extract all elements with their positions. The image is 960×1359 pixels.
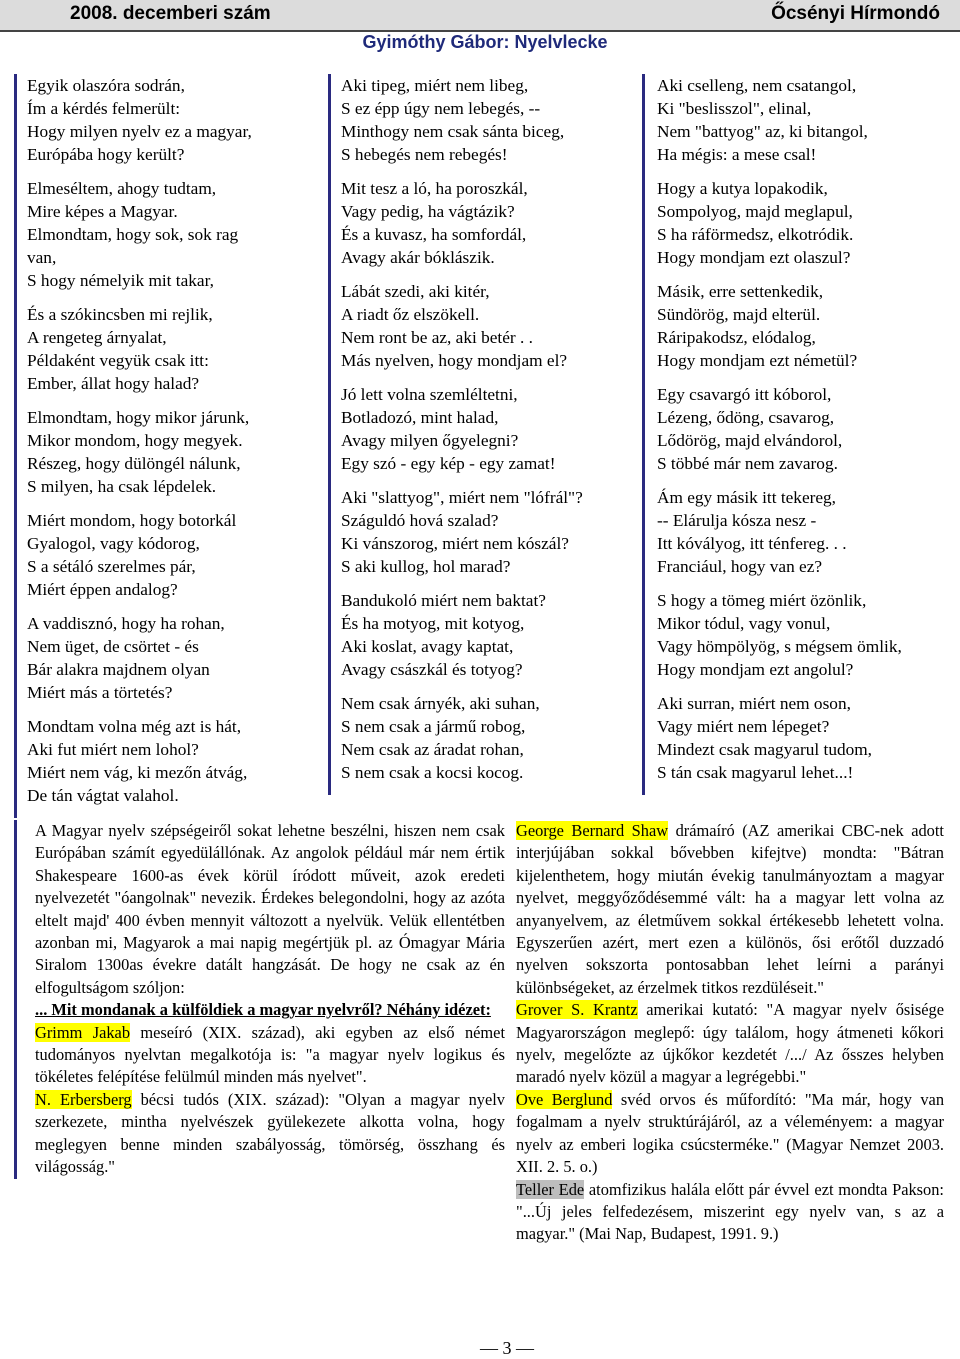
poem-line: Gyalogol, vagy kódorog, (27, 534, 200, 553)
quote-author: Teller Ede (516, 1179, 585, 1199)
stanza (657, 74, 960, 166)
quote-teller (516, 1179, 944, 1246)
poem-line: Lődörög, majd elvándorol, (657, 431, 843, 450)
poem-line: S aki kullog, hol marad? (341, 557, 511, 576)
poem-line: Aki cselleng, nem csatangol, (657, 76, 857, 95)
poem-line: Elmondtam, hogy mikor járunk, (27, 408, 250, 427)
stanza (341, 383, 643, 475)
page-header (0, 0, 960, 32)
poem-line: Miért mondom, hogy botorkál (27, 511, 237, 530)
poem-line: Nem csak az áradat rohan, (341, 740, 524, 759)
poem-line: Nem ront be az, aki betér . . (341, 328, 533, 347)
poem-line: Ki "beslisszol", elinal, (657, 99, 812, 118)
poem-line: Sompolyog, majd meglapul, (657, 202, 853, 221)
stanza (27, 303, 327, 395)
poem-line: Részeg, hogy dülöngél nálunk, (27, 454, 241, 473)
poem-line: Aki koslat, avagy kaptat, (341, 637, 514, 656)
poem-line: S ha ráförmedsz, elkotródik. (657, 225, 854, 244)
poem-line: Elmeséltem, ahogy tudtam, (27, 179, 217, 198)
stanza (657, 589, 960, 681)
poem-line: Elmondtam, hogy sok, sok rag (27, 225, 239, 244)
poem-line: Franciául, hogy van ez? (657, 557, 823, 576)
poem-line: Mikor tódul, vagy vonul, (657, 614, 831, 633)
poem-line: Miért éppen andalog? (27, 580, 178, 599)
poem-line: És ha motyog, mit kotyog, (341, 614, 525, 633)
poem-line: Mindezt csak magyarul tudom, (657, 740, 873, 759)
quote-author: N. Erbersberg (35, 1089, 132, 1109)
quote-erbersberg (35, 1089, 505, 1179)
poem-line: De tán vágtat valahol. (27, 786, 179, 805)
newspaper-title: Őcsényi Hírmondó (771, 3, 940, 24)
poem-line: S nem csak a kocsi kocog. (341, 763, 524, 782)
stanza (657, 280, 960, 372)
stanza (341, 692, 643, 784)
quotes-heading: ... Mit mondanak a külföldiek a magyar nyelvről? Néhány idézet: (35, 1000, 491, 1020)
poem-line: S hogy a tömeg miért özönlik, (657, 591, 867, 610)
poem-line: S tán csak magyarul lehet...! (657, 763, 854, 782)
stanza (27, 715, 327, 807)
poem-line: S milyen, ha csak lépdelek. (27, 477, 217, 496)
quote-text: meseíró (XIX. század), aki egyben az első német tudományos nyelvtan megalkotója is: "a magyar nyelv logikus és tökéletes felépítése felülmúl minden más nyelvet". (35, 1022, 505, 1087)
poem-line: Bár alakra majdnem olyan (27, 660, 210, 679)
poem-line: Vagy hömpölyög, s mégsem ömlik, (657, 637, 902, 656)
poem-column-2 (328, 74, 643, 795)
poem-line: Nem üget, de csörtet - és (27, 637, 199, 656)
poem-line: És a szókincsben mi rejlik, (27, 305, 213, 324)
stanza (657, 177, 960, 269)
poem-line: Aki tipeg, miért nem libeg, (341, 76, 529, 95)
poem-line: Példaként vegyük csak itt: (27, 351, 209, 370)
quote-berglund (516, 1089, 944, 1179)
poem-title: Gyimóthy Gábor: Nyelvlecke (362, 32, 608, 52)
stanza (341, 589, 643, 681)
quote-author: Ove Berglund (516, 1089, 613, 1109)
quote-text: atomfizikus halála előtt pár évvel ezt mondta Pakson: "...Új jeles felfedezésem, miszerint egy nyelv van, s az a magyar." (Mai Nap, Budapest, 1991. 9.) (516, 1179, 944, 1244)
poem-line: S hebegés nem rebegés! (341, 145, 508, 164)
poem-line: Miért más a törtetés? (27, 683, 173, 702)
poem-line: Nem "battyog" az, ki bitangol, (657, 122, 868, 141)
quote-author: George Bernard Shaw (516, 821, 669, 840)
poem-line: A riadt őz elszökell. (341, 305, 480, 324)
quote-krantz (516, 999, 944, 1089)
quote-author: Grover S. Krantz (516, 1000, 638, 1020)
quote-shaw (516, 820, 944, 999)
poem-line: Másik, erre settenkedik, (657, 282, 824, 301)
poem-line: Hogy mondjam ezt németül? (657, 351, 858, 370)
poem-line: Más nyelven, hogy mondjam el? (341, 351, 568, 370)
poem-line: Egy csavargó itt kóborol, (657, 385, 832, 404)
poem-line: Európába hogy került? (27, 145, 185, 164)
poem-line: Nem csak árnyék, aki suhan, (341, 694, 540, 713)
poem-line: Mire képes a Magyar. (27, 202, 178, 221)
stanza (341, 74, 643, 166)
poem-line: Ha mégis: a mese csal! (657, 145, 817, 164)
stanza (341, 280, 643, 372)
poem-line: Avagy milyen őgyelegni? (341, 431, 519, 450)
poem-column-1 (14, 74, 327, 818)
stanza (341, 486, 643, 578)
stanza (27, 406, 327, 498)
poem-line: Jó lett volna szemléltetni, (341, 385, 518, 404)
poem-line: Ám egy másik itt tekereg, (657, 488, 837, 507)
poem-line: -- Elárulja kósza nesz - (657, 511, 817, 530)
poem-line: Hogy mondjam ezt olaszul? (657, 248, 851, 267)
poem-line: Hogy a kutya lopakodik, (657, 179, 828, 198)
quote-text: svéd orvos és műfordító: "Ma már, hogy van fogalmam a nyelv struktúrájáról, az a véleményem: a magyar nyelv az emberi logika csúcsterméke." (Magyar Nemzet 2003. XII. 2. 5. o.) (516, 1089, 945, 1177)
quote-grimm (35, 1022, 505, 1089)
quote-text: amerikai kutató: "A magyar nyelv ősisége Magyarországon meglepő: úgy találom, hogy átmeneti kőkori nyelv, megelőzte az újkőkor kezdetét /.../ Az ősszes helyben maradó nyelv közül a magyar a legrégebbi." (516, 1000, 944, 1087)
poem-line: Vagy pedig, ha vágtázik? (341, 202, 515, 221)
poem-line: Itt kóvályog, itt ténfereg. . . (657, 534, 847, 553)
stanza (657, 383, 960, 475)
right-article (516, 820, 944, 1246)
quote-text: drámaíró (AZ amerikai CBC-nek adott interjújában sokkal bővebben kifejtve) mondta: "Bátran kijelenthetem, hogy miután évekig tanulmányoztam a magyar nyelvet, meggyőződésemmé vált: ha a magyar lett volna az anyanyelvem, az életművem sokkal értékesebb lehetett volna. Egyszerűen azért, mert ezen a különös, ősi erőtől duzzadó nyelven sokszorta pontosabban lehet leírni a parányi különbségeket, az érzelmek titkos rezdüléseit." (516, 821, 944, 997)
poem-line: Vagy miért nem lépeget? (657, 717, 830, 736)
poem-line: A rengeteg árnyalat, (27, 328, 167, 347)
quote-author: Grimm Jakab (35, 1022, 131, 1042)
stanza (657, 692, 960, 784)
poem-line: Ráripakodsz, elódalog, (657, 328, 816, 347)
poem-line: Mikor mondom, hogy megyek. (27, 431, 243, 450)
article-intro: A Magyar nyelv szépségeiről sokat lehetne beszélni, hiszen nem csak Európában számít egyedülállónak. Az angolok például már nem értik Shakespeare 1600-as évek körül íródott műveit, azok eredeti nyelvezetét "óangolnak" nevezik. Érdekes belegondolni, hogy az azóta eltelt majd' 400 évben mennyit változott a nyelvük. Velük ellentétben azonban mi, Magyarok a mai napig megértjük pl. az Ómagyar Mária Siralom 1300as évekre datált hangzását. De hogy ne csak az én elfogultságom szóljon: (35, 821, 505, 997)
left-article (14, 820, 505, 1179)
poem-line: Hogy milyen nyelv ez a magyar, (27, 122, 252, 141)
page-number: — 3 — (480, 1338, 534, 1358)
poem-line: van, (27, 248, 57, 267)
poem-line: S többé már nem zavarog. (657, 454, 838, 473)
poem-line: Száguldó hová szalad? (341, 511, 499, 530)
poem-line: Aki surran, miért nem oson, (657, 694, 851, 713)
poem-column-3 (642, 74, 960, 795)
poem-line: Botladozó, mint halad, (341, 408, 499, 427)
poem-line: Lábát szedi, aki kitér, (341, 282, 490, 301)
poem-line: S ez épp úgy nem lebegés, -- (341, 99, 541, 118)
poem-line: Minthogy nem csak sánta biceg, (341, 122, 565, 141)
stanza (341, 177, 643, 269)
poem-line: És a kuvasz, ha somfordál, (341, 225, 527, 244)
stanza (27, 74, 327, 166)
poem-line: Aki "slattyog", miért nem "lófrál"? (341, 488, 583, 507)
poem-line: Ím a kérdés felmerült: (27, 99, 181, 118)
poem-line: Egyik olaszóra sodrán, (27, 76, 185, 95)
stanza (27, 509, 327, 601)
poem-line: Miért nem vág, ki mezőn átvág, (27, 763, 248, 782)
poem-line: Avagy császkál és totyog? (341, 660, 523, 679)
poem-line: Avagy akár bóklászik. (341, 248, 495, 267)
poem-line: Hogy mondjam ezt angolul? (657, 660, 854, 679)
stanza (27, 177, 327, 292)
poem-line: Bandukoló miért nem baktat? (341, 591, 546, 610)
poem-line: Mit tesz a ló, ha poroszkál, (341, 179, 528, 198)
poem-line: S hogy némelyik mit takar, (27, 271, 214, 290)
poem-line: A vaddisznó, hogy ha rohan, (27, 614, 225, 633)
issue-date: 2008. decemberi szám (70, 3, 271, 24)
quote-text: bécsi tudós (XIX. század): "Olyan a magyar nyelv szerkezete, mintha nyelvészek gyülekezete alkotta volna, hogy meglegyen benne minden szabályosság, tömörség, összhang és világosság." (35, 1089, 505, 1177)
poem-line: Ki vánszorog, miért nem kószál? (341, 534, 569, 553)
poem-line: Mondtam volna még azt is hát, (27, 717, 242, 736)
poem-line: Lézeng, ődöng, csavarog, (657, 408, 835, 427)
poem-line: Sündörög, majd elterül. (657, 305, 821, 324)
stanza (657, 486, 960, 578)
stanza (27, 612, 327, 704)
poem-line: Egy szó - egy kép - egy zamat! (341, 454, 556, 473)
poem-line: S nem csak a jármű robog, (341, 717, 526, 736)
poem-line: Ember, állat hogy halad? (27, 374, 200, 393)
poem-line: S a sétáló szerelmes pár, (27, 557, 196, 576)
poem-line: Aki fut miért nem lohol? (27, 740, 199, 759)
